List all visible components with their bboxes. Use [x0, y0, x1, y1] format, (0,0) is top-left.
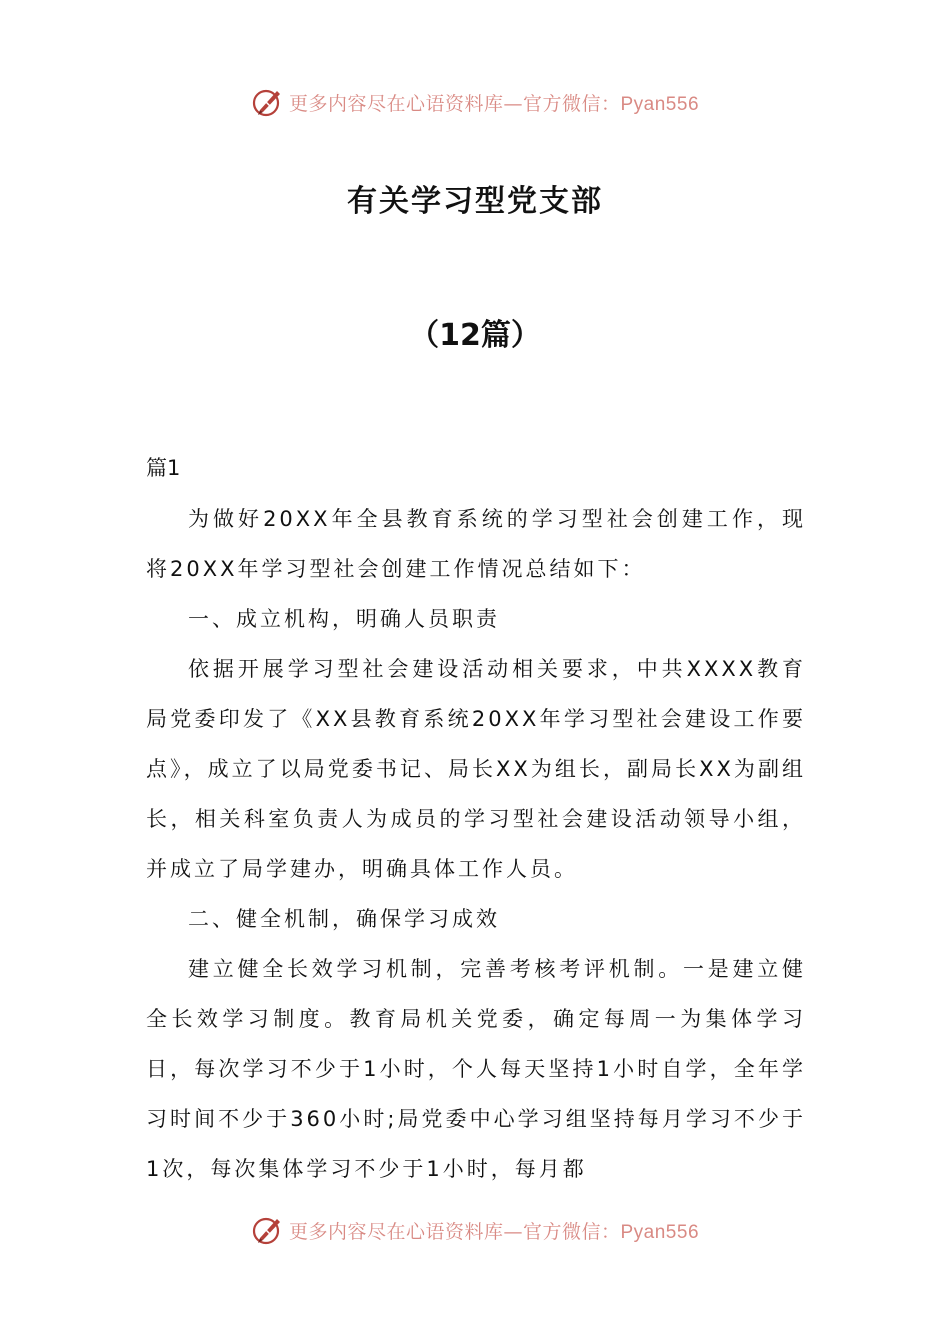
watermark-wechat-id: Pyan556: [620, 1221, 700, 1243]
document-title: 有关学习型党支部: [347, 184, 603, 219]
quill-pen-logo-icon: [251, 85, 285, 119]
section-label: 篇1: [146, 456, 181, 480]
document-body: [146, 494, 806, 1194]
paragraph: 依据开展学习型社会建设活动相关要求，中共XXXX教育局党委印发了《XX县教育系统20XX年学习型社会建设工作要点》，成立了以局党委书记、局长XX为组长，副局长XX为副组长，相关科室负责人为成员的学习型社会建设活动领导小组，并成立了局学建办，明确具体工作人员。: [146, 657, 806, 881]
paragraph: 为做好20XX年全县教育系统的学习型社会创建工作，现将20XX年学习型社会创建工作情况总结如下：: [146, 507, 806, 581]
watermark-banner-bottom: [0, 1210, 950, 1250]
paragraph: 建立健全长效学习机制，完善考核考评机制。一是建立健全长效学习制度。教育局机关党委，确定每周一为集体学习日，每次学习不少于1小时，个人每天坚持1小时自学，全年学习时间不少于360小时;局党委中心学习组坚持每月学习不少于1次，每次集体学习不少于1小时，每月都: [146, 957, 806, 1181]
watermark-text: 更多内容尽在心语资料库—官方微信：Pyan556: [288, 92, 700, 115]
watermark-wechat-id: Pyan556: [620, 93, 700, 115]
watermark-banner-top: [0, 82, 950, 122]
heading-paragraph: 二、健全机制，确保学习成效: [188, 907, 500, 931]
document-count: （12篇）: [409, 318, 541, 353]
watermark-text: 更多内容尽在心语资料库—官方微信：Pyan556: [288, 1220, 700, 1243]
quill-pen-logo-icon: [251, 1213, 285, 1247]
heading-paragraph: 一、成立机构，明确人员职责: [188, 607, 500, 631]
